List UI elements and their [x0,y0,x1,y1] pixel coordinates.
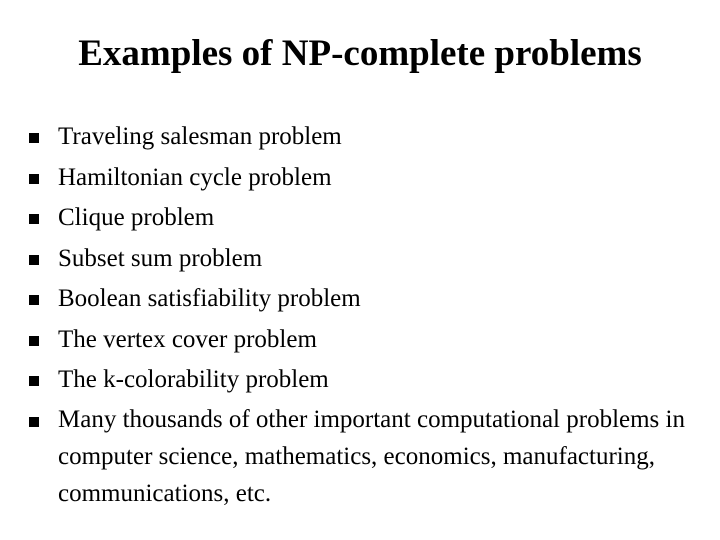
square-bullet-icon [28,198,58,239]
list-item [28,360,708,401]
square-bullet-icon [28,401,58,442]
list-item-text: Traveling salesman problem [58,123,342,150]
square-bullet-icon [28,239,58,280]
list-item [28,239,708,280]
list-item [28,320,708,361]
list-item [28,117,708,158]
list-item-text: Many thousands of other important computational problems in computer science, mathematics, economics, manufacturing, communications, etc. [58,405,685,507]
list-item-text: Boolean satisfiability problem [58,285,361,312]
square-bullet-icon [28,117,58,158]
list-item-text: The vertex cover problem [58,325,317,353]
list-item [28,279,708,320]
list-item [28,158,708,199]
list-item-text: The k-colorability problem [58,366,329,393]
square-bullet-icon [28,279,58,320]
list-item-text: Hamiltonian cycle problem [58,163,332,191]
square-bullet-icon [28,320,58,361]
slide-title: Examples of NP-complete problems [78,33,642,74]
square-bullet-icon [28,360,58,401]
bullet-list [28,117,708,512]
list-item-text: Subset sum problem [58,244,263,272]
list-item-text: Clique problem [58,204,215,231]
square-bullet-icon [28,158,58,199]
list-item [28,198,708,239]
list-item [28,401,708,512]
